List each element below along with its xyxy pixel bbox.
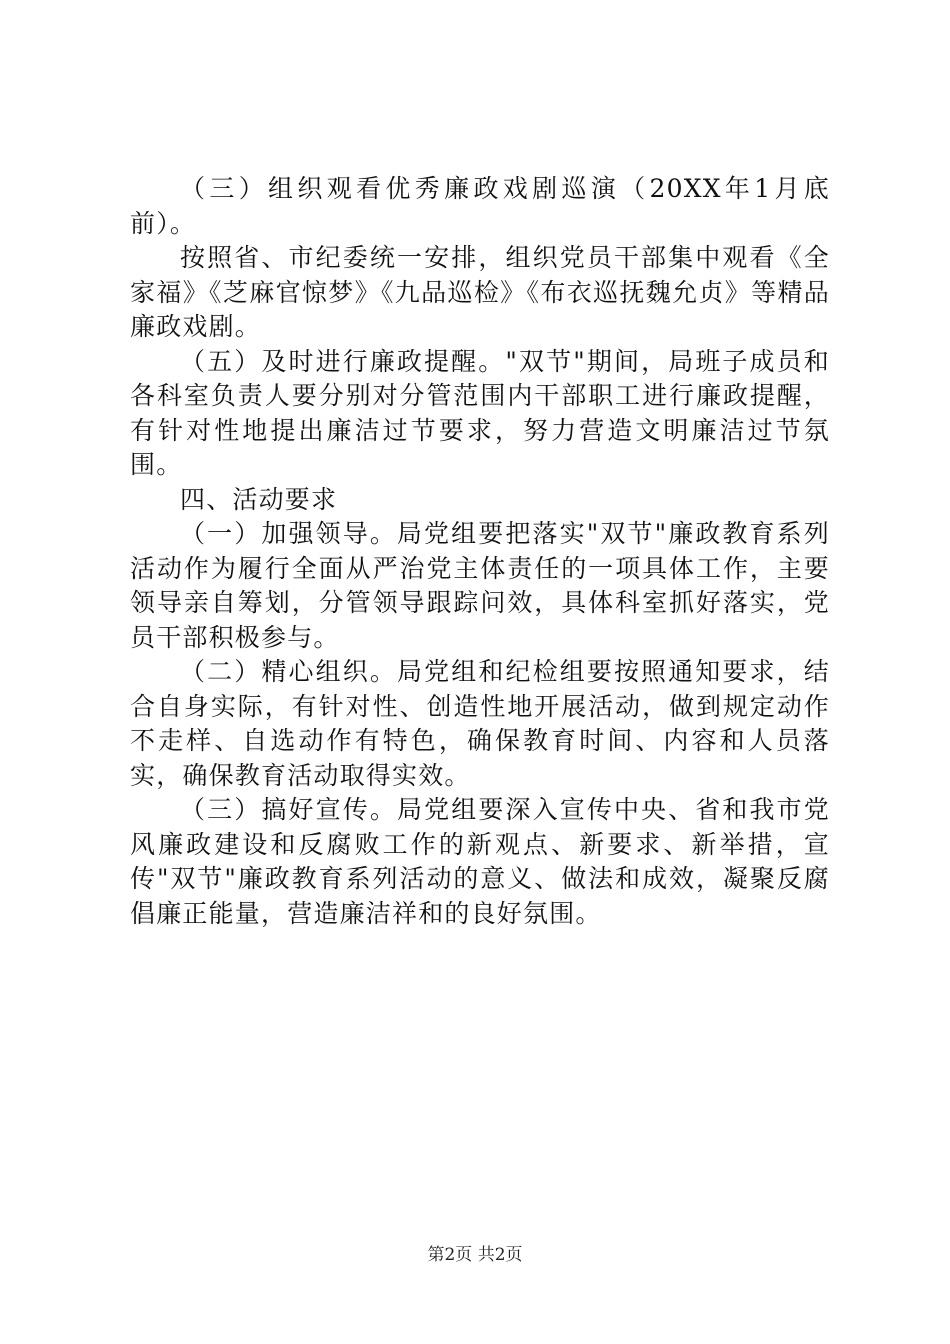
document-body bbox=[130, 172, 830, 931]
page-footer bbox=[0, 1243, 950, 1267]
paragraph-leadership: （一）加强领导。局党组要把落实"双节"廉政教育系列活动作为履行全面从严治党主体责任的一项具体工作，主要领导亲自筹划，分管领导跟踪问效，具体科室抓好落实，党员干部积极参与。 bbox=[130, 519, 830, 652]
paragraph-screening-detail: 按照省、市纪委统一安排，组织党员干部集中观看《全家福》《芝麻官惊梦》《九品巡检》《布衣巡抚魏允贞》等精品廉政戏剧。 bbox=[130, 243, 830, 341]
paragraph-reminder-section: （五）及时进行廉政提醒。"双节"期间，局班子成员和各科室负责人要分别对分管范围内干部职工进行廉政提醒，有针对性地提出廉洁过节要求，努力营造文明廉洁过节氛围。 bbox=[130, 346, 830, 479]
page-number: 第2页 共2页 bbox=[427, 1245, 523, 1265]
paragraph-screening-section: （三）组织观看优秀廉政戏剧巡演（20XX年1月底前）。 bbox=[130, 174, 830, 238]
paragraph-publicity: （三）搞好宣传。局党组要深入宣传中央、省和我市党风廉政建设和反腐败工作的新观点、新要求、新举措，宣传"双节"廉政教育系列活动的意义、做法和成效，凝聚反腐倡廉正能量，营造廉洁祥和的良好氛围。 bbox=[130, 795, 830, 928]
paragraph-organization: （二）精心组织。局党组和纪检组要按照通知要求，结合自身实际，有针对性、创造性地开展活动，做到规定动作不走样、自选动作有特色，确保教育时间、内容和人员落实，确保教育活动取得实效。 bbox=[130, 657, 830, 790]
section-heading-requirements: 四、活动要求 bbox=[180, 484, 338, 514]
